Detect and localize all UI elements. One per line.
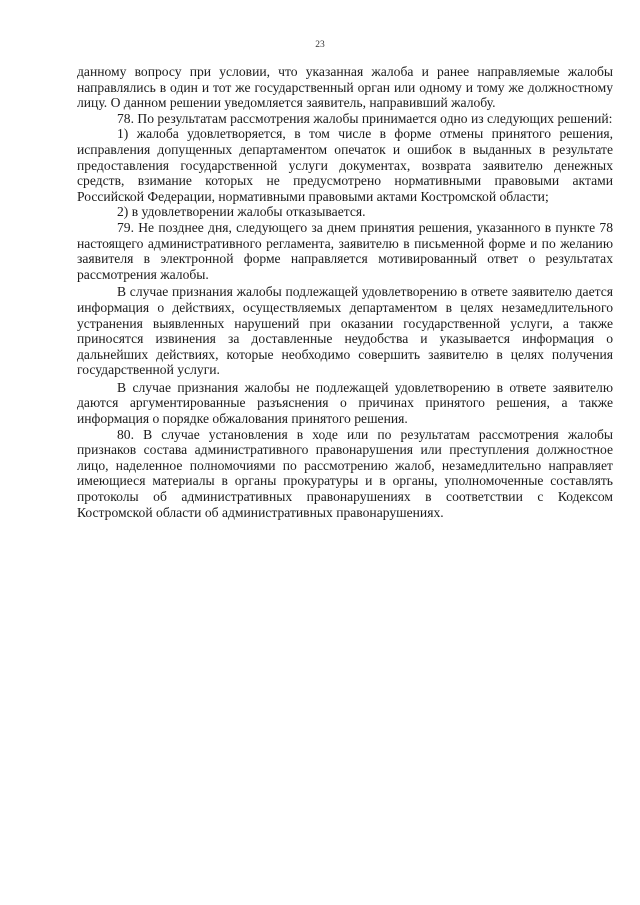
paragraph-79-satisfied: В случае признания жалобы подлежащей удовлетворению в ответе заявителю дается информация о действиях, осуществляемых департаментом в целях незамедлительного устранения выявленных нарушений при оказании государственной услуги, а также приносятся извинения за доставленные неудобства и указывается информация о дальнейших действиях, которые необходимо совершить заявителю в целях получения государственной услуги. (77, 284, 613, 378)
paragraph-79-rejected: В случае признания жалобы не подлежащей удовлетворению в ответе заявителю даются аргументированные разъяснения о причинах принятого решения, а также информация о порядке обжалования принятого решения. (77, 379, 613, 427)
paragraph-79: 79. Не позднее дня, следующего за днем принятия решения, указанного в пункте 78 настоящего административного регламента, заявителю в письменной форме и по желанию заявителя в электронной форме направляется мотивированный ответ о результатах рассмотрения жалобы. (77, 219, 613, 282)
paragraph-78: 78. По результатам рассмотрения жалобы принимается одно из следующих решений: (117, 110, 613, 126)
document-body (77, 64, 613, 520)
paragraph-80: 80. В случае установления в ходе или по результатам рассмотрения жалобы признаков состава административного правонарушения или преступления должностное лицо, наделенное полномочиями по рассмотрению жалоб, незамедлительно направляет имеющиеся материалы в органы прокуратуры и в органы, уполномоченные составлять протоколы об административных правонарушениях в соответствии с Кодексом Костромской области об административных правонарушениях. (77, 426, 613, 520)
paragraph-78-item-1: 1) жалоба удовлетворяется, в том числе в форме отмены принятого решения, исправления допущенных департаментом опечаток и ошибок в выданных в результате предоставления государственной услуги документах, возврата заявителю денежных средств, взимание которых не предусмотрено нормативными правовыми актами Российской Федерации, нормативными правовыми актами Костромской области; (77, 126, 613, 204)
paragraph-78-item-2: 2) в удовлетворении жалобы отказывается. (117, 204, 366, 220)
page-number: 23 (315, 40, 325, 50)
paragraph-continuation: данному вопросу при условии, что указанная жалоба и ранее направляемые жалобы направлялись в один и тот же государственный орган или одному и тому же должностному лицу. О данном решении уведомляется заявитель, направивший жалобу. (77, 64, 613, 111)
